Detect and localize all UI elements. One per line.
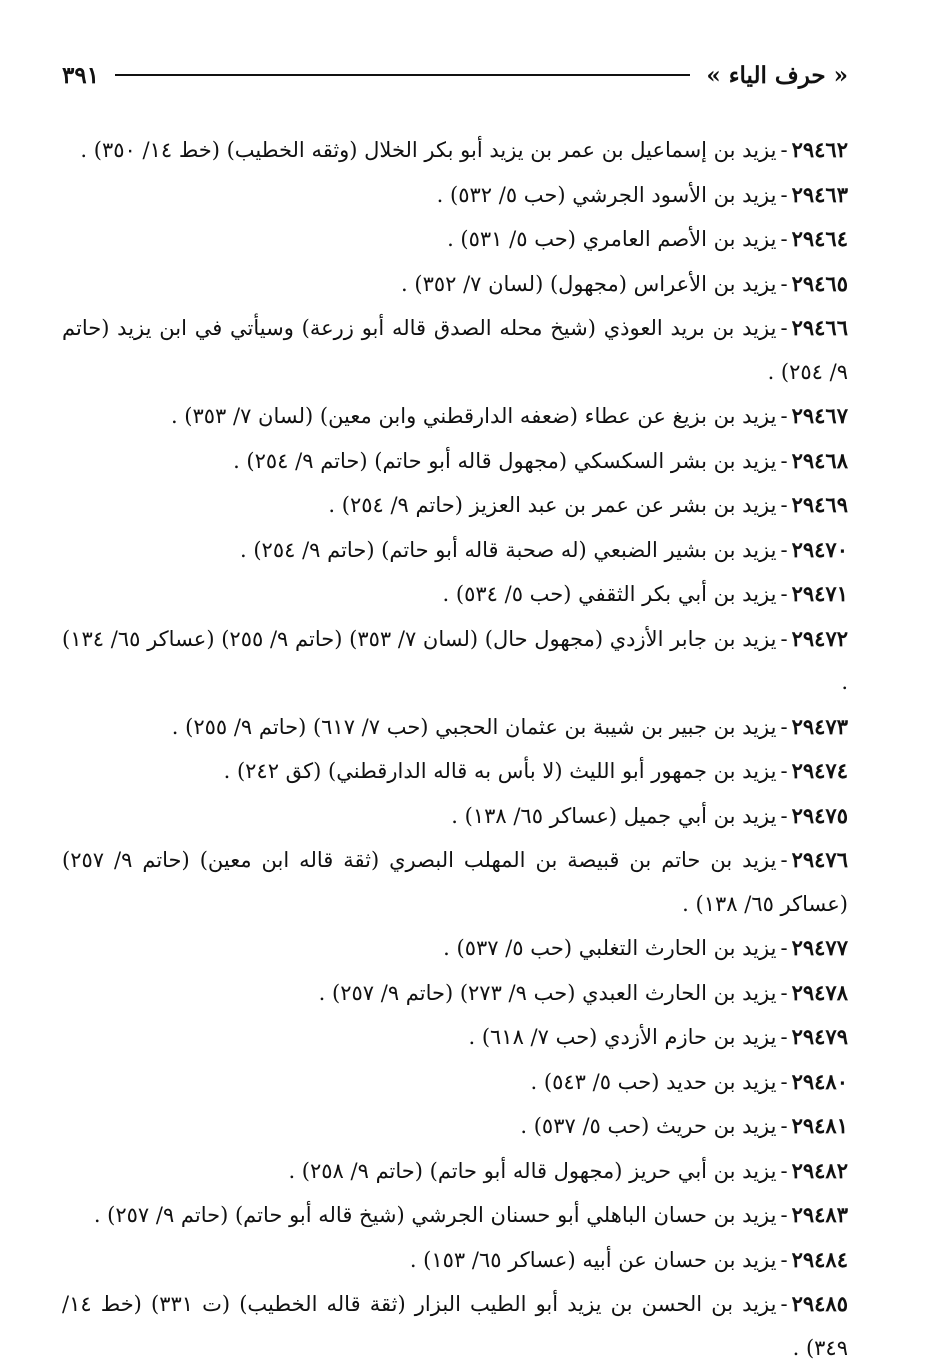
entry-dash: -	[780, 138, 788, 162]
entry-dash: -	[780, 980, 788, 1005]
entry-text: يزيد بن الحارث التغلبي (حب ٥/ ٥٣٧) .	[443, 936, 777, 960]
entry-number: ٢٩٤٦٢	[791, 137, 848, 162]
list-item	[62, 128, 848, 173]
entry-number: ٢٩٤٧٦	[791, 847, 848, 872]
entry-text: يزيد بن أبي حريز (مجهول قاله أبو حاتم) (حاتم ٩/ ٢٥٨) .	[288, 1158, 777, 1183]
entry-dash: -	[780, 936, 788, 960]
entry-list	[62, 128, 848, 1370]
entry-number: ٢٩٤٧٣	[791, 713, 848, 739]
entry-text: يزيد بن حسان الباهلي أبو حسنان الجرشي (شيخ قاله أبو حاتم) (حاتم ٩/ ٢٥٧) .	[93, 1203, 777, 1227]
list-item	[62, 483, 848, 528]
entry-dash: -	[780, 182, 788, 207]
entry-text: يزيد بن بريد العوذي (شيخ محله الصدق قاله أبو زرعة) وسيأتي في ابن يزيد (حاتم ٩/ ٢٥٤) .	[62, 316, 848, 384]
entry-text: يزيد بن حاتم بن قبيصة بن المهلب البصري (ثقة قاله ابن معين) (حاتم ٩/ ٢٥٧) (عساكر ٦٥/ ١٣٨) .	[62, 848, 848, 916]
list-item	[62, 217, 848, 262]
entry-number: ٢٩٤٧٨	[791, 979, 848, 1005]
entry-text: يزيد بن حازم الأزدي (حب ٧/ ٦١٨) .	[468, 1025, 777, 1049]
entry-dash: -	[780, 1247, 788, 1272]
entry-number: ٢٩٤٦٧	[791, 403, 848, 428]
entry-number: ٢٩٤٧٩	[791, 1024, 848, 1049]
entry-dash: -	[780, 537, 788, 562]
list-item	[62, 528, 848, 573]
entry-number: ٢٩٤٧٤	[791, 758, 848, 783]
entry-dash: -	[780, 316, 788, 340]
entry-text: يزيد بن بشر السكسكي (مجهول قاله أبو حاتم) (حاتم ٩/ ٢٥٤) .	[233, 448, 777, 473]
entry-number: ٢٩٤٨٤	[791, 1246, 848, 1272]
entry-number: ٢٩٤٧٥	[791, 802, 848, 828]
list-item	[62, 749, 848, 794]
page-number: ٣٩١	[62, 61, 100, 89]
entry-number: ٢٩٤٦٦	[791, 315, 848, 340]
entry-dash: -	[780, 271, 788, 296]
entry-text: يزيد بن الأعراس (مجهول) (لسان ٧/ ٣٥٢) .	[401, 271, 777, 296]
entry-text: يزيد بن جابر الأزدي (مجهول حال) (لسان ٧/ ٣٥٣) (حاتم ٩/ ٢٥٥) (عساكر ٦٥/ ١٣٤) .	[62, 626, 848, 694]
list-item	[62, 1104, 848, 1149]
entry-dash: -	[780, 714, 788, 739]
entry-number: ٢٩٤٧٠	[791, 536, 848, 562]
entry-text: يزيد بن بشير الضبعي (له صحبة قاله أبو حاتم) (حاتم ٩/ ٢٥٤) .	[240, 537, 777, 562]
entry-dash: -	[780, 227, 788, 251]
entry-dash: -	[780, 759, 788, 783]
list-item	[62, 262, 848, 307]
list-item	[62, 1193, 848, 1238]
entry-dash: -	[780, 1069, 788, 1094]
entry-number: ٢٩٤٨٣	[791, 1202, 848, 1227]
list-item	[62, 173, 848, 218]
entry-number: ٢٩٤٨٢	[791, 1157, 848, 1183]
entry-number: ٢٩٤٨١	[791, 1113, 848, 1138]
entry-number: ٢٩٤٦٣	[791, 181, 848, 207]
entry-dash: -	[780, 1203, 788, 1227]
entry-text: يزيد بن حديد (حب ٥/ ٥٤٣) .	[530, 1069, 777, 1094]
entry-dash: -	[780, 1158, 788, 1183]
entry-number: ٢٩٤٧٢	[791, 625, 849, 651]
entry-text: يزيد بن أبي جميل (عساكر ٦٥/ ١٣٨) .	[451, 803, 777, 828]
entry-number: ٢٩٤٧٧	[791, 935, 848, 960]
entry-number: ٢٩٤٨٥	[791, 1291, 848, 1316]
entry-number: ٢٩٤٦٤	[791, 226, 848, 251]
entry-text: يزيد بن جمهور أبو الليث (لا بأس به قاله الدارقطني) (كق ٢٤٢) .	[223, 759, 777, 783]
list-item	[62, 394, 848, 439]
entry-dash: -	[780, 626, 788, 651]
entry-text: يزيد بن جبير بن شيبة بن عثمان الحجبي (حب ٧/ ٦١٧) (حاتم ٩/ ٢٥٥) .	[171, 714, 777, 739]
entry-text: يزيد بن الحارث العبدي (حب ٩/ ٢٧٣) (حاتم ٩/ ٢٥٧) .	[318, 980, 777, 1005]
entry-text: يزيد بن بشر عن عمر بن عبد العزيز (حاتم ٩/ ٢٥٤) .	[328, 493, 777, 517]
entry-dash: -	[780, 803, 788, 828]
list-item	[62, 971, 848, 1016]
list-item	[62, 1060, 848, 1105]
list-item	[62, 306, 848, 394]
entry-number: ٢٩٤٨٠	[791, 1068, 848, 1094]
entry-text: يزيد بن إسماعيل بن عمر بن يزيد أبو بكر الخلال (وثقه الخطيب) (خط ١٤/ ٣٥٠) .	[80, 138, 777, 162]
entry-number: ٢٩٤٦٨	[791, 447, 848, 473]
entry-text: يزيد بن الأسود الجرشي (حب ٥/ ٥٣٢) .	[436, 182, 777, 207]
list-item	[62, 1015, 848, 1060]
entry-dash: -	[780, 582, 788, 606]
list-item	[62, 1238, 848, 1283]
running-title: « حرف الياء »	[706, 61, 848, 89]
page-header	[62, 55, 848, 95]
list-item	[62, 617, 848, 705]
entry-dash: -	[780, 848, 788, 872]
entry-text: يزيد بن حريث (حب ٥/ ٥٣٧) .	[520, 1114, 777, 1138]
entry-dash: -	[780, 448, 788, 473]
list-item	[62, 572, 848, 617]
entry-dash: -	[780, 1292, 788, 1316]
list-item	[62, 838, 848, 926]
entry-number: ٢٩٤٦٩	[791, 492, 848, 517]
entry-text: يزيد بن الحسن بن يزيد أبو الطيب البزار (ثقة قاله الخطيب) (ت ٣٣١) (خط ١٤/ ٣٤٩) .	[62, 1292, 848, 1360]
entry-text: يزيد بن أبي بكر الثقفي (حب ٥/ ٥٣٤) .	[442, 582, 777, 606]
header-rule	[115, 74, 690, 76]
entry-number: ٢٩٤٧١	[791, 581, 848, 606]
list-item	[62, 794, 848, 839]
entry-text: يزيد بن الأصم العامري (حب ٥/ ٥٣١) .	[447, 227, 777, 251]
list-item	[62, 1149, 848, 1194]
list-item	[62, 439, 848, 484]
list-item	[62, 705, 848, 750]
entry-number: ٢٩٤٦٥	[791, 270, 848, 296]
entry-dash: -	[780, 1025, 788, 1049]
entry-text: يزيد بن حسان عن أبيه (عساكر ٦٥/ ١٥٣) .	[409, 1247, 777, 1272]
entry-text: يزيد بن بزيغ عن عطاء (ضعفه الدارقطني وابن معين) (لسان ٧/ ٣٥٣) .	[170, 404, 777, 428]
entry-dash: -	[780, 1114, 788, 1138]
list-item	[62, 1282, 848, 1370]
entry-dash: -	[780, 493, 788, 517]
list-item	[62, 926, 848, 971]
entry-dash: -	[780, 404, 788, 428]
